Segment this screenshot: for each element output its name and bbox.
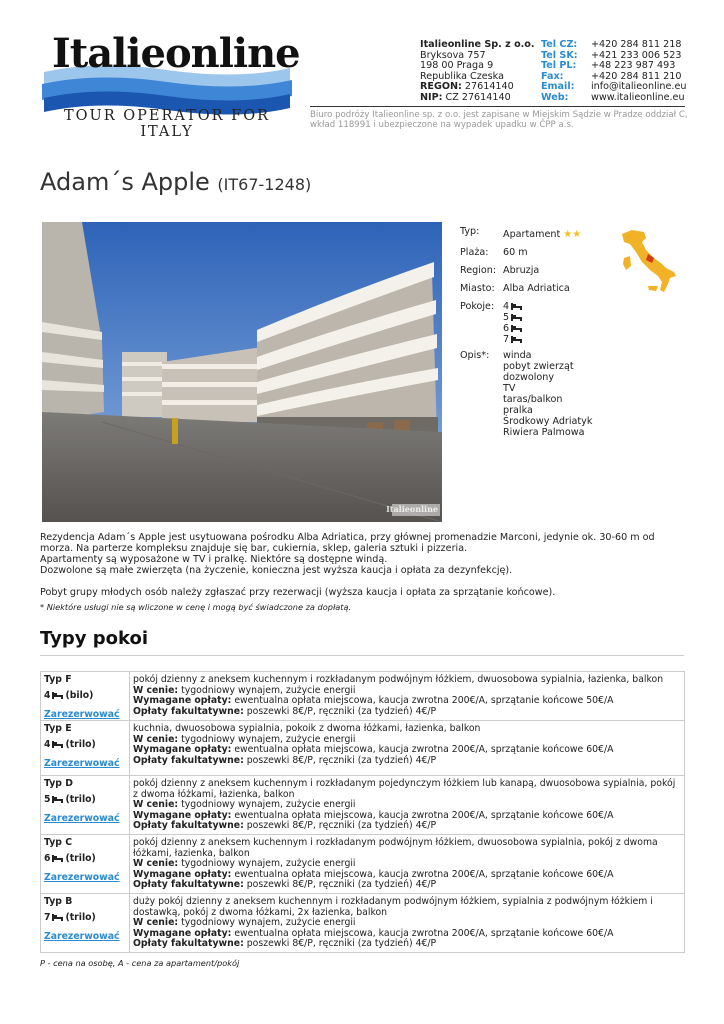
nip-value: CZ 27614140 [445,91,511,103]
optional-fees-label: Opłaty fakultatywne: [133,879,244,890]
in-price-label: W cenie: [133,858,179,869]
room-kind: (trilo) [65,793,96,805]
in-price-value: tygodniowy wynajem, zużycie energii [181,684,356,696]
property-code: (IT67-1248) [217,175,312,194]
contact-label: Tel SK: [541,49,578,61]
room-beds: 4 [44,738,51,750]
table-row [41,893,684,952]
bed-icon [52,914,63,921]
room-count: 7 [503,334,510,345]
bed-icon [511,336,522,343]
contact-value: +420 284 811 210 [591,70,682,82]
optional-fees-value: poszewki 8€/P, ręczniki (za tydzień) 4€/P [246,938,437,949]
contact-label: Fax: [541,70,564,82]
property-photo [42,222,442,522]
in-price-label: W cenie: [133,917,179,928]
bed-icon [52,796,63,803]
room-beds: 5 [44,793,51,805]
table-row [41,834,684,893]
required-fees-label: Wymagane opłaty: [133,927,232,939]
detail-description [460,350,592,438]
bed-icon [511,325,522,332]
feature-item: winda [503,350,532,361]
book-button[interactable]: Zarezerwować [44,872,120,883]
contact-label: Email: [541,81,575,93]
room-kind: (trilo) [65,738,96,750]
room-count: 6 [503,323,510,334]
room-kind: (trilo) [65,911,96,923]
bed-icon [52,855,63,862]
feature-item: taras/balkon [503,394,563,405]
company-address [420,40,535,104]
photo-illustration [42,222,442,522]
nip-label: NIP: [420,91,443,103]
room-beds: 7 [44,911,51,923]
rooms-heading: Typy pokoi [40,628,149,649]
contact-row [541,93,686,104]
detail-label: Plaża: [460,247,489,258]
table-row [41,775,684,834]
rooms-table [40,671,685,953]
contact-list [541,40,686,104]
room-description: pokój dzienny z aneksem kuchennym i rozkładanym podwójnym łóżkiem, dwuosobowa sypialnia, łazienka, balkon [133,674,664,685]
page-title [40,168,311,196]
company-logo [38,30,300,142]
optional-fees-label: Opłaty fakultatywne: [133,820,244,831]
room-description: pokój dzienny z aneksem kuchennym i rozkładanym pojedynczym łóżkiem lub kanapą, dwuosobowa sypialnia, pokój z dwoma łóżkami, łazienka, balkon [133,778,676,800]
optional-fees-label: Opłaty fakultatywne: [133,754,244,766]
book-button[interactable]: Zarezerwować [44,813,120,824]
company-city: 198 00 Praga 9 [420,60,494,72]
room-count: 5 [503,312,510,323]
detail-label: Typ: [460,226,480,237]
detail-label: Opis*: [460,350,490,361]
feature-item: pobyt zwierząt [503,361,574,372]
bed-icon [52,692,63,699]
room-type: Typ C [44,837,73,848]
room-kind: (trilo) [65,852,96,864]
contact-value: +420 284 811 218 [591,39,682,50]
room-type: Typ F [44,674,72,685]
bed-icon [511,314,522,321]
book-button[interactable]: Zarezerwować [44,758,120,769]
detail-value: Alba Adriatica [503,283,570,294]
table-row [41,720,684,775]
description-paragraph: Dozwolone są małe zwierzęta (na życzenie, konieczna jest wyższa kaucja i opłata za dezynfekcję). [40,565,513,576]
stars-icon: ★★ [563,229,582,240]
required-fees-value: ewentualna opłata miejscowa, kaucja zwrotna 200€/A, sprzątanie końcowe 60€/A [234,927,614,939]
property-name: Adam´s Apple [40,168,210,196]
feature-item: Riwiera Palmowa [503,427,585,438]
optional-fees-value: poszewki 8€/P, ręczniki (za tydzień) 4€/P [246,705,437,717]
regon-label: REGON: [420,81,462,93]
detail-label: Miasto: [460,283,495,294]
contact-row [541,40,686,51]
contact-value: +48 223 987 493 [591,60,676,72]
detail-type [460,226,581,240]
in-price-label: W cenie: [133,799,179,810]
photo-watermark: Italieonline [386,504,438,514]
room-type: Typ E [44,723,72,734]
required-fees-value: ewentualna opłata miejscowa, kaucja zwrotna 200€/A, sprzątanie końcowe 60€/A [234,744,614,755]
property-description [40,532,680,598]
detail-value: Apartament [503,229,561,240]
in-price-value: tygodniowy wynajem, zużycie energii [181,799,356,810]
optional-fees-value: poszewki 8€/P, ręczniki (za tydzień) 4€/P [246,754,437,766]
room-description: kuchnia, dwuosobowa sypialnia, pokoik z dwoma łóżkami, łazienka, balkon [133,723,481,734]
rooms-divider [40,655,684,656]
contact-label: Tel PL: [541,60,577,72]
book-button[interactable]: Zarezerwować [44,931,120,942]
required-fees-label: Wymagane opłaty: [133,744,232,755]
optional-fees-label: Opłaty fakultatywne: [133,938,244,949]
detail-value: 60 m [503,247,528,258]
italy-map [618,228,678,294]
email-link[interactable]: info@italieonline.eu [591,81,687,93]
feature-item: dozwolony [503,372,555,383]
in-price-label: W cenie: [133,684,179,696]
book-button[interactable]: Zarezerwować [44,709,120,720]
detail-label: Region: [460,265,497,276]
in-price-label: W cenie: [133,733,179,745]
detail-label: Pokoje: [460,301,495,312]
description-paragraph: Rezydencja Adam´s Apple jest usytuowana pośrodku Alba Adriatica, przy głównej promenadzie Marconi, jedynie ok. 30-60 m od morza. Na parterze kompleksu znajduje się bar, cukiernia, sklep, galeria sztuki i pizzeria. [40,532,655,554]
in-price-value: tygodniowy wynajem, zużycie energii [181,858,356,869]
required-fees-label: Wymagane opłaty: [133,868,232,880]
required-fees-value: ewentualna opłata miejscowa, kaucja zwrotna 200€/A, sprzątanie końcowe 50€/A [234,695,614,706]
contact-label: Tel CZ: [541,39,578,50]
detail-beach [460,247,528,258]
room-kind: (bilo) [65,689,94,701]
logo-subtitle: TOUR OPERATOR FOR ITALY [63,108,271,140]
italy-map-graphic [618,228,678,294]
web-link[interactable]: www.italieonline.eu [591,91,685,103]
legal-notice: Biuro podróży Italieonline sp. z o.o. jest zapisane w Miejskim Sądzie w Pradze oddział C, wkład 118991 i ubezpieczone na wypadek upadku w ČPP a.s. [310,110,688,130]
room-beds: 6 [44,852,51,864]
company-country: Republika Czeska [420,70,504,82]
price-footnote: P - cena na osobę, A - cena za apartament/pokój [40,958,240,968]
in-price-value: tygodniowy wynajem, zużycie energii [181,733,356,745]
room-beds: 4 [44,689,51,701]
company-name: Italieonline Sp. z o.o. [420,39,535,50]
feature-item: pralka [503,405,533,416]
room-count: 4 [503,301,510,312]
description-paragraph: Pobyt grupy młodych osób należy zgłaszać przy rezerwacji (wyższa kaucja i opłata za sprzątanie końcowe). [40,587,556,598]
required-fees-label: Wymagane opłaty: [133,695,232,706]
room-description: duży pokój dzienny z aneksem kuchennym i rozkładanym podwójnym łóżkiem, sypialnia z podwójnym łóżkiem i dostawką, pokój z dwoma łóżkami, 2x łazienka, balkon [133,896,653,918]
logo-title: Italieonline [52,30,300,77]
required-fees-value: ewentualna opłata miejscowa, kaucja zwrotna 200€/A, sprzątanie końcowe 60€/A [234,868,614,880]
in-price-value: tygodniowy wynajem, zużycie energii [181,917,356,928]
header-divider [310,106,685,107]
description-paragraph: Apartamenty są wyposażone w TV i pralkę. Niektóre są dostępne windą. [40,554,388,565]
room-type: Typ D [44,778,73,789]
optional-fees-value: poszewki 8€/P, ręczniki (za tydzień) 4€/P [246,879,437,890]
table-row [41,672,684,720]
feature-item: Środkowy Adriatyk [503,416,593,427]
bed-icon [511,303,522,310]
regon-value: 27614140 [464,81,514,93]
company-street: Bryksova 757 [420,49,486,61]
required-fees-label: Wymagane opłaty: [133,809,232,821]
feature-item: TV [503,383,516,394]
bed-icon [52,741,63,748]
room-type: Typ B [44,896,73,907]
contact-value: +421 233 006 523 [591,49,682,61]
optional-fees-value: poszewki 8€/P, ręczniki (za tydzień) 4€/P [246,820,437,831]
detail-value: Abruzja [503,265,540,276]
optional-fees-label: Opłaty fakultatywne: [133,705,244,717]
detail-region [460,265,539,276]
detail-city [460,283,570,294]
contact-label: Web: [541,91,569,103]
services-note: * Niektóre usługi nie są wliczone w cenę i mogą być świadczone za dopłatą. [40,602,352,612]
detail-rooms [460,301,524,345]
required-fees-value: ewentualna opłata miejscowa, kaucja zwrotna 200€/A, sprzątanie końcowe 60€/A [234,809,614,821]
room-description: pokój dzienny z aneksem kuchennym i rozkładanym podwójnym łóżkiem, dwuosobowa sypialnia, pokój z dwoma łóżkami, łazienka, balkon [133,837,658,859]
